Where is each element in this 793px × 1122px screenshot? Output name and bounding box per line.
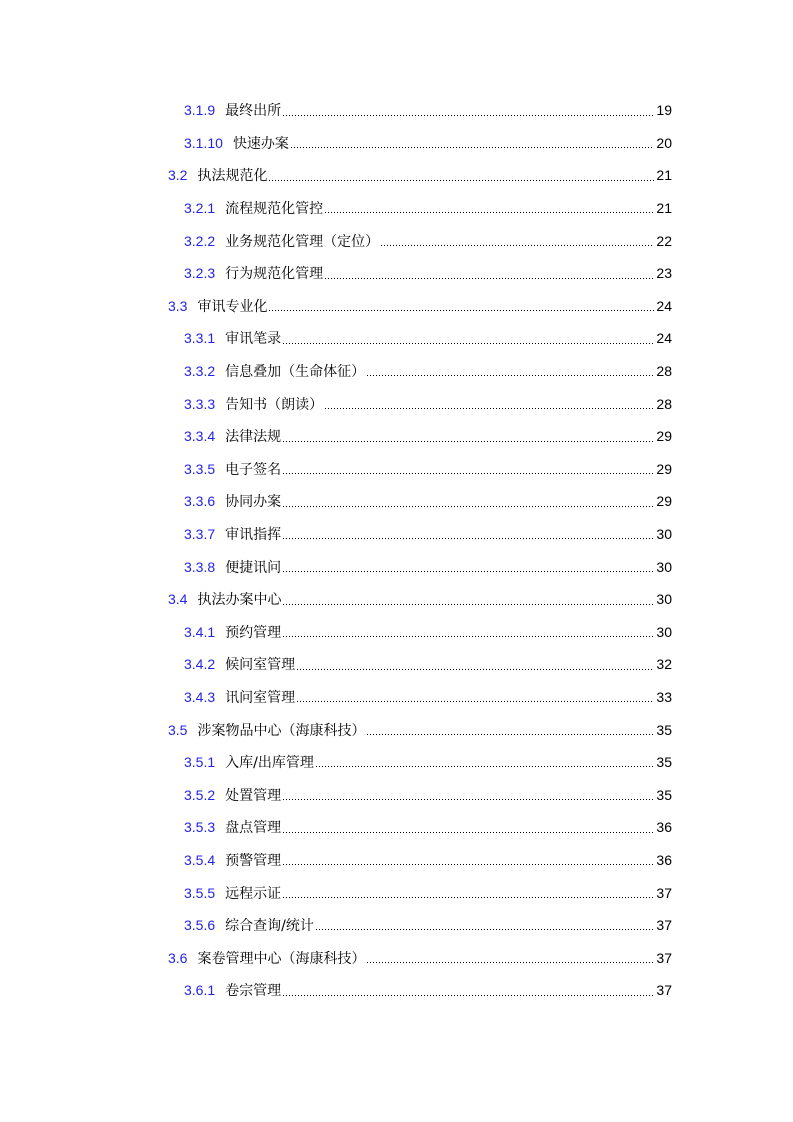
- toc-dot-leader: [296, 701, 654, 702]
- toc-entry-title: 审讯指挥: [225, 527, 282, 544]
- table-of-contents: [0, 94, 793, 1007]
- toc-entry-page-number: 29: [656, 493, 672, 510]
- toc-dot-leader: [315, 929, 655, 930]
- toc-entry-number: 3.5: [168, 721, 188, 738]
- toc-entry[interactable]: [0, 192, 793, 225]
- toc-entry-number: 3.4.2: [184, 656, 216, 673]
- toc-entry[interactable]: [0, 453, 793, 486]
- toc-entry-number: 3.5.3: [184, 819, 216, 836]
- toc-entry[interactable]: [0, 681, 793, 714]
- toc-dot-leader: [366, 734, 654, 735]
- toc-dot-leader: [282, 604, 654, 605]
- toc-dot-leader: [366, 962, 654, 963]
- toc-entry-number: 3.5.5: [184, 884, 216, 901]
- toc-entry-page-number: 37: [656, 884, 672, 901]
- toc-entry[interactable]: [0, 746, 793, 779]
- toc-entry[interactable]: [0, 550, 793, 583]
- toc-entry[interactable]: [0, 909, 793, 942]
- toc-entry-page-number: 30: [656, 558, 672, 575]
- toc-entry-title: 预约管理: [225, 624, 282, 641]
- toc-dot-leader: [282, 897, 654, 898]
- toc-entry-number: 3.2: [168, 167, 188, 184]
- toc-dot-leader: [290, 147, 654, 148]
- toc-dot-leader: [282, 506, 654, 507]
- toc-entry[interactable]: [0, 778, 793, 811]
- toc-entry-page-number: 37: [656, 917, 672, 934]
- toc-dot-leader: [296, 669, 654, 670]
- toc-entry-title: 行为规范化管理: [225, 266, 324, 283]
- toc-dot-leader: [315, 766, 655, 767]
- toc-entry-title: 信息叠加（生命体征）: [225, 364, 366, 381]
- toc-entry-number: 3.4.3: [184, 688, 216, 705]
- toc-entry-title: 综合查询/统计: [225, 918, 314, 935]
- toc-entry-number: 3.6: [168, 949, 188, 966]
- toc-entry-title: 处置管理: [225, 787, 282, 804]
- toc-entry[interactable]: [0, 355, 793, 388]
- toc-entry[interactable]: [0, 322, 793, 355]
- toc-entry[interactable]: [0, 257, 793, 290]
- toc-entry-page-number: 29: [656, 428, 672, 445]
- toc-entry-title: 候问室管理: [225, 657, 296, 674]
- toc-entry[interactable]: [0, 485, 793, 518]
- toc-dot-leader: [282, 799, 654, 800]
- toc-dot-leader: [324, 212, 654, 213]
- toc-entry-page-number: 37: [656, 982, 672, 999]
- toc-entry[interactable]: [0, 159, 793, 192]
- toc-entry-page-number: 30: [656, 526, 672, 543]
- toc-entry-page-number: 36: [656, 851, 672, 868]
- toc-entry-title: 电子签名: [225, 461, 282, 478]
- toc-entry-page-number: 36: [656, 819, 672, 836]
- toc-dot-leader: [324, 408, 654, 409]
- toc-entry-page-number: 29: [656, 460, 672, 477]
- toc-entry-number: 3.5.6: [184, 917, 216, 934]
- toc-entry-title: 便捷讯问: [225, 559, 282, 576]
- toc-entry-title: 盘点管理: [225, 820, 282, 837]
- toc-entry-number: 3.5.2: [184, 786, 216, 803]
- toc-dot-leader: [282, 343, 654, 344]
- toc-entry-page-number: 20: [656, 134, 672, 151]
- toc-entry-number: 3.3.1: [184, 330, 216, 347]
- toc-entry-page-number: 28: [656, 363, 672, 380]
- toc-entry-title: 案卷管理中心（海康科技）: [197, 950, 366, 967]
- toc-entry-number: 3.3.5: [184, 460, 216, 477]
- toc-entry[interactable]: [0, 127, 793, 160]
- toc-entry-page-number: 30: [656, 591, 672, 608]
- toc-entry-number: 3.3.8: [184, 558, 216, 575]
- toc-entry-page-number: 24: [656, 297, 672, 314]
- toc-entry-number: 3.2.1: [184, 200, 216, 217]
- toc-entry[interactable]: [0, 583, 793, 616]
- toc-dot-leader: [282, 832, 654, 833]
- toc-entry-title: 审讯笔录: [225, 331, 282, 348]
- toc-entry-number: 3.3.7: [184, 526, 216, 543]
- toc-entry-number: 3.3.2: [184, 363, 216, 380]
- toc-entry[interactable]: [0, 844, 793, 877]
- toc-entry-number: 3.3: [168, 297, 188, 314]
- toc-entry[interactable]: [0, 616, 793, 649]
- toc-dot-leader: [268, 310, 654, 311]
- toc-entry-number: 3.4.1: [184, 623, 216, 640]
- toc-entry-number: 3.5.4: [184, 851, 216, 868]
- toc-entry[interactable]: [0, 94, 793, 127]
- toc-entry-title: 审讯专业化: [197, 298, 268, 315]
- toc-entry-page-number: 28: [656, 395, 672, 412]
- toc-entry-number: 3.1.10: [184, 134, 223, 151]
- toc-entry-page-number: 35: [656, 721, 672, 738]
- toc-entry-page-number: 33: [656, 688, 672, 705]
- toc-entry[interactable]: [0, 648, 793, 681]
- toc-dot-leader: [282, 538, 654, 539]
- toc-dot-leader: [324, 278, 654, 279]
- toc-entry-number: 3.6.1: [184, 982, 216, 999]
- toc-entry[interactable]: [0, 811, 793, 844]
- toc-entry-title: 快速办案: [232, 135, 289, 152]
- toc-entry-title: 最终出所: [225, 103, 282, 120]
- toc-entry-title: 涉案物品中心（海康科技）: [197, 722, 366, 739]
- toc-entry-title: 执法规范化: [197, 168, 268, 185]
- toc-entry-title: 业务规范化管理（定位）: [225, 233, 380, 250]
- toc-dot-leader: [282, 115, 654, 116]
- toc-entry[interactable]: [0, 387, 793, 420]
- toc-entry-number: 3.4: [168, 591, 188, 608]
- toc-dot-leader: [380, 245, 654, 246]
- toc-entry-title: 入库/出库管理: [225, 755, 314, 772]
- toc-entry-page-number: 35: [656, 754, 672, 771]
- toc-dot-leader: [282, 473, 654, 474]
- toc-entry-page-number: 32: [656, 656, 672, 673]
- toc-entry-title: 卷宗管理: [225, 983, 282, 1000]
- toc-entry-title: 流程规范化管控: [225, 201, 324, 218]
- toc-entry-number: 3.3.6: [184, 493, 216, 510]
- toc-entry-number: 3.3.3: [184, 395, 216, 412]
- toc-entry[interactable]: [0, 974, 793, 1007]
- toc-entry-page-number: 30: [656, 623, 672, 640]
- toc-entry-title: 协同办案: [225, 494, 282, 511]
- toc-entry[interactable]: [0, 518, 793, 551]
- toc-entry[interactable]: [0, 941, 793, 974]
- toc-dot-leader: [268, 180, 654, 181]
- toc-entry-page-number: 23: [656, 265, 672, 282]
- toc-entry-title: 远程示证: [225, 885, 282, 902]
- toc-entry-page-number: 19: [656, 102, 672, 119]
- toc-entry-page-number: 22: [656, 232, 672, 249]
- toc-entry-title: 讯问室管理: [225, 689, 296, 706]
- toc-dot-leader: [282, 995, 654, 996]
- toc-entry-number: 3.2.2: [184, 232, 216, 249]
- toc-entry-title: 法律法规: [225, 429, 282, 446]
- toc-entry-page-number: 21: [656, 167, 672, 184]
- toc-dot-leader: [282, 571, 654, 572]
- toc-entry[interactable]: [0, 290, 793, 323]
- toc-entry[interactable]: [0, 876, 793, 909]
- toc-entry-title: 预警管理: [225, 852, 282, 869]
- toc-entry-number: 3.1.9: [184, 102, 216, 119]
- toc-entry[interactable]: [0, 713, 793, 746]
- toc-dot-leader: [282, 864, 654, 865]
- toc-entry-page-number: 21: [656, 200, 672, 217]
- toc-entry-title: 告知书（朗读）: [225, 396, 324, 413]
- toc-entry-number: 3.2.3: [184, 265, 216, 282]
- toc-dot-leader: [282, 636, 654, 637]
- toc-entry-page-number: 24: [656, 330, 672, 347]
- toc-entry-number: 3.3.4: [184, 428, 216, 445]
- toc-dot-leader: [366, 375, 654, 376]
- toc-entry-number: 3.5.1: [184, 754, 216, 771]
- toc-entry-title: 执法办案中心: [197, 592, 282, 609]
- toc-entry[interactable]: [0, 420, 793, 453]
- toc-entry[interactable]: [0, 224, 793, 257]
- toc-entry-page-number: 37: [656, 949, 672, 966]
- toc-dot-leader: [282, 441, 654, 442]
- toc-entry-page-number: 35: [656, 786, 672, 803]
